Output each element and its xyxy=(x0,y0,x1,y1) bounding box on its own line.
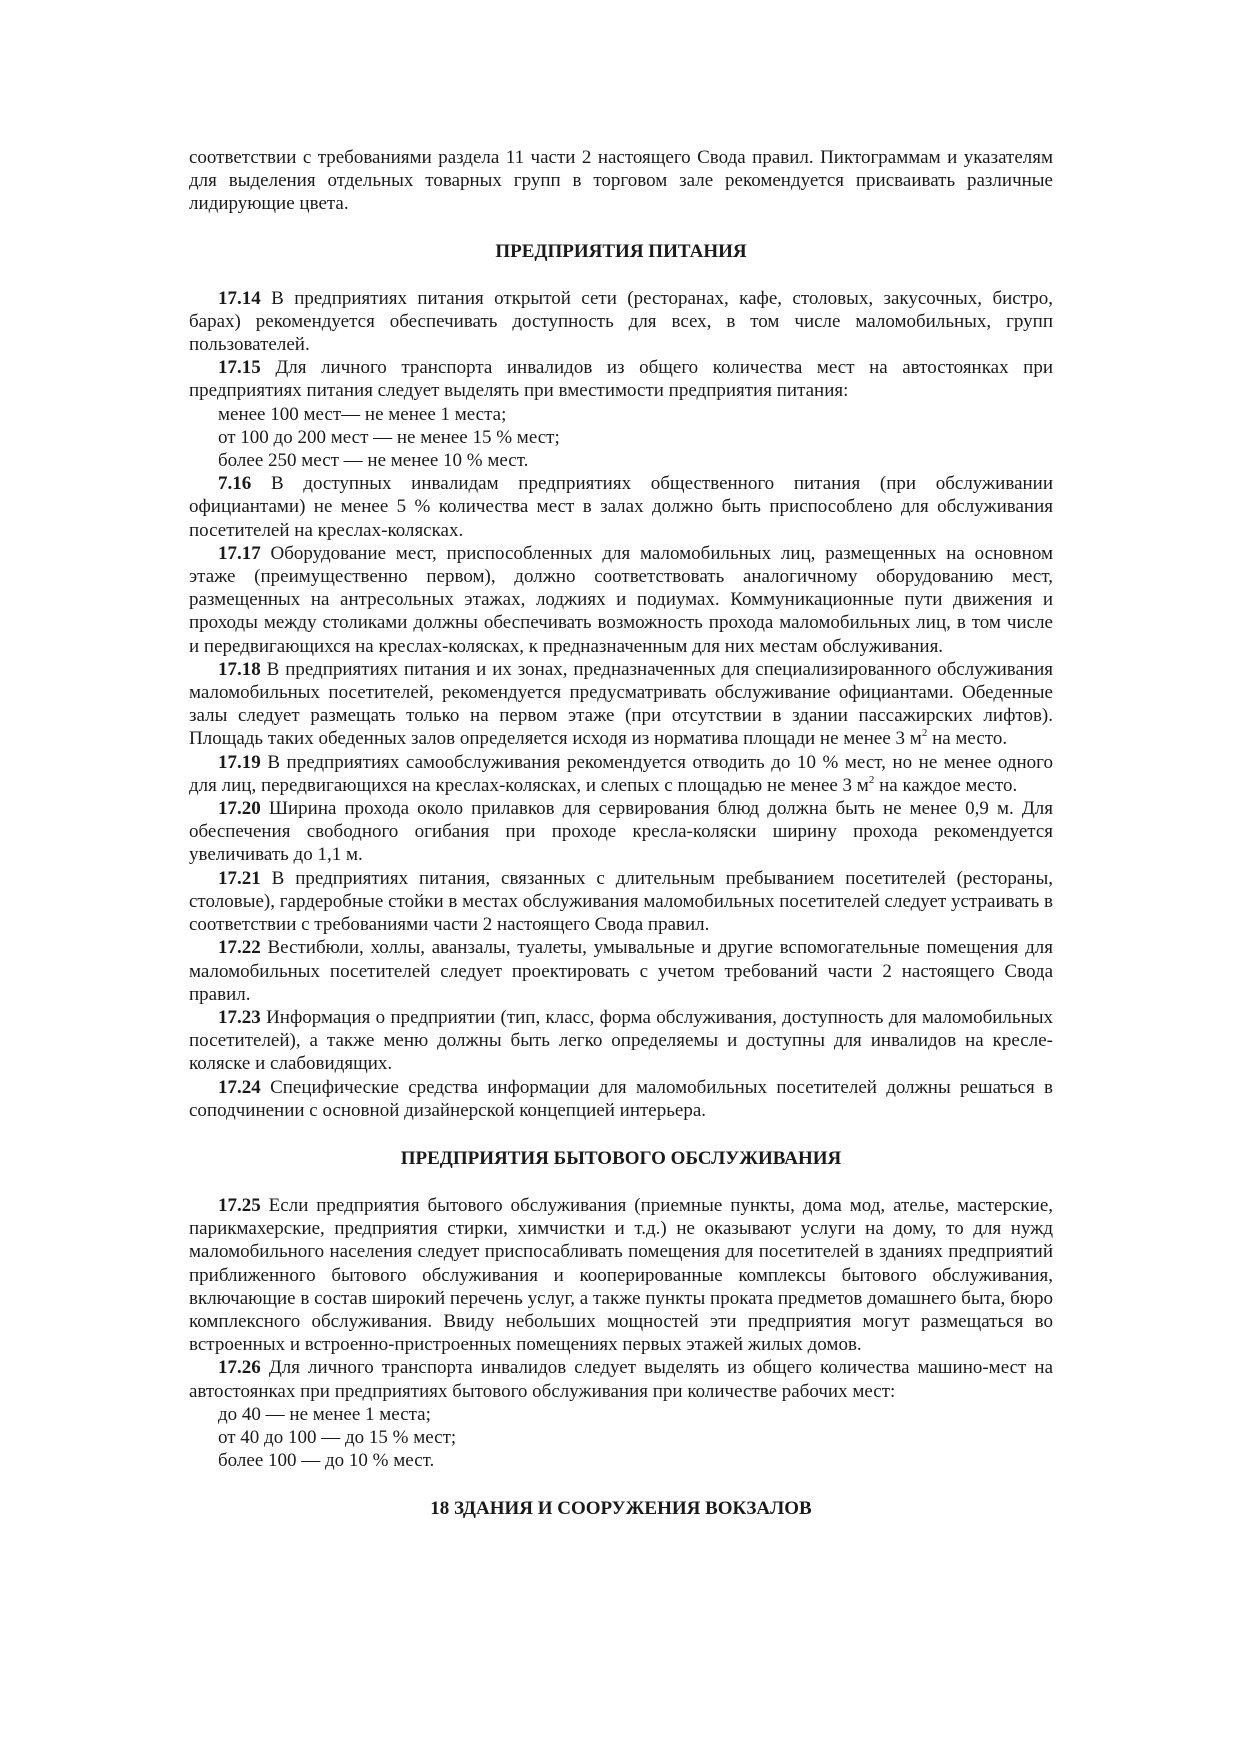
paragraph-17-23 xyxy=(189,1006,1053,1076)
clause-text: В предприятиях питания, связанных с длительным пребыванием посетителей (рестораны, столовые), гардеробные стойки в местах обслуживания маломобильных посетителей следует устраивать в соответствии с требованиями части 2 настоящего Свода правил. xyxy=(189,867,1053,936)
clause-number: 17.23 xyxy=(218,1006,261,1028)
paragraph-17-18 xyxy=(189,658,1053,751)
list-item: от 40 до 100 — до 15 % мест; xyxy=(218,1426,457,1448)
clause-number: 17.25 xyxy=(218,1194,261,1216)
clause-text: Для личного транспорта инвалидов из общего количества мест на автостоянках при предприятиях питания следует выделять при вместимости предприятия питания: xyxy=(189,357,1054,402)
paragraph-17-26 xyxy=(189,1356,1053,1402)
intro-paragraph: соответствии с требованиями раздела 11 части 2 настоящего Свода правил. Пиктограммам и указателям для выделения отдельных товарных групп в торговом зале рекомендуется присваивать различные лидирующие цвета. xyxy=(189,147,1053,215)
list-item: более 100 — до 10 % мест. xyxy=(218,1450,435,1472)
paragraph-17-24 xyxy=(189,1076,1053,1122)
clause-number: 17.21 xyxy=(218,867,261,889)
clause-text: Вестибюли, холлы, аванзалы, туалеты, умывальные и другие вспомогательные помещения для маломобильных посетителей следует проектировать с учетом требований части 2 настоящего Свода правил. xyxy=(189,937,1054,1005)
clause-text: Оборудование мест, приспособленных для маломобильных лиц, размещенных на основном этаже (преимущественно первом), должно соответствовать аналогичному оборудованию мест, размещенных на антресольных этажах, лоджиях и подиумах. Коммуникационные пути движения и проходы между столиками должны обеспечивать возможность прохода маломобильных лиц, в том числе и передвигающихся на креслах-колясках, к предназначенным для них местам обслуживания. xyxy=(189,542,1053,657)
paragraph-17-17 xyxy=(189,542,1053,658)
clause-text: В предприятиях питания открытой сети (ресторанах, кафе, столовых, закусочных, бистро, барах) рекомендуется обеспечивать доступность для всех, в том числе маломобильных, групп пользователей. xyxy=(189,287,1053,356)
clause-text: Если предприятия бытового обслуживания (приемные пункты, дома мод, ателье, мастерские, парикмахерские, предприятия стирки, химчистки и т.д.) не оказывают услуги на дому, то для нужд маломобильного населения следует приспосабливать помещения для посетителей в зданиях предприятий приближенного бытового обслуживания и кооперированные комплексы бытового обслуживания, включающие в состав широкий перечень услуг, а также пункты проката предметов домашнего быта, бюро комплексного обслуживания. Ввиду небольших мощностей эти предприятия могут размещаться во встроенных и встроенно-пристроенных помещениях первых этажей жилых домов. xyxy=(189,1194,1054,1356)
clause-text: Информация о предприятии (тип, класс, форма обслуживания, доступность для маломобильных посетителей), а также меню должны быть легко определяемы и доступны для инвалидов на кресле-коляске и слабовидящих. xyxy=(189,1006,1054,1075)
superscript: 2 xyxy=(868,773,875,786)
clause-text-tail: на место. xyxy=(927,728,1008,750)
paragraph-17-25 xyxy=(189,1194,1053,1356)
clause-text: Специфические средства информации для маломобильных посетителей должны решаться в соподчинении с основной дизайнерской концепцией интерьера. xyxy=(189,1076,1053,1121)
paragraph-17-22 xyxy=(189,936,1053,1006)
clause-text: В предприятиях питания и их зонах, предназначенных для специализированного обслуживания маломобильных посетителей, рекомендуется предусматривать обслуживание официантами. Обеденные залы следует размещать только на первом этаже (при отсутствии в здании пассажирских лифтов). Площадь таких обеденных залов определяется исходя из норматива площади не менее 3 м xyxy=(189,658,1053,750)
clause-text: В предприятиях самообслуживания рекомендуется отводить до 10 % мест, но не менее одного для лиц, передвигающихся на креслах-колясках, и слепых с площадью не менее 3 м xyxy=(189,751,1053,796)
clause-number: 17.15 xyxy=(218,357,261,379)
clause-number: 17.17 xyxy=(218,542,261,564)
paragraph-17-15 xyxy=(189,356,1053,402)
clause-text: Ширина прохода около прилавков для сервирования блюд должна быть не менее 0,9 м. Для обеспечения свободного огибания при проходе кресла-коляски ширину прохода рекомендуется увеличивать до 1,1 м. xyxy=(189,798,1054,866)
clause-number: 17.24 xyxy=(218,1076,261,1098)
clause-text-tail: на каждое место. xyxy=(874,774,1018,796)
clause-number: 17.19 xyxy=(218,751,261,773)
clause-number: 17.18 xyxy=(218,658,261,680)
list-item: более 250 мест — не менее 10 % мест. xyxy=(218,450,529,472)
section-heading-service: ПРЕДПРИЯТИЯ БЫТОВОГО ОБСЛУЖИВАНИЯ xyxy=(400,1147,842,1169)
clause-number: 17.22 xyxy=(218,937,261,959)
clause-text: В доступных инвалидам предприятиях общественного питания (при обслуживании официантами) не менее 5 % количества мест в залах должно быть приспособлено для обслуживания посетителей на креслах-колясках. xyxy=(189,473,1054,541)
clause-number: 17.20 xyxy=(218,798,261,820)
clause-number: 17.14 xyxy=(218,287,261,309)
paragraph-17-14 xyxy=(189,287,1053,357)
section-heading-food: ПРЕДПРИЯТИЯ ПИТАНИЯ xyxy=(495,240,747,262)
clause-number: 7.16 xyxy=(218,473,252,495)
list-item: до 40 — не менее 1 места; xyxy=(218,1403,431,1425)
paragraph-17-21 xyxy=(189,867,1053,937)
list-item: от 100 до 200 мест — не менее 15 % мест; xyxy=(218,426,560,448)
clause-number: 17.26 xyxy=(218,1357,261,1379)
paragraph-17-19 xyxy=(189,751,1053,797)
clause-text: Для личного транспорта инвалидов следует выделять из общего количества машино-мест на автостоянках при предприятиях бытового обслуживания при количестве рабочих мест: xyxy=(189,1357,1054,1402)
superscript: 2 xyxy=(921,727,928,740)
paragraph-7-16 xyxy=(189,472,1053,542)
list-item: менее 100 мест— не менее 1 места; xyxy=(218,403,507,425)
section-heading-stations: 18 ЗДАНИЯ И СООРУЖЕНИЯ ВОКЗАЛОВ xyxy=(430,1498,812,1520)
paragraph-17-20 xyxy=(189,797,1053,867)
document-page xyxy=(189,146,1053,1520)
